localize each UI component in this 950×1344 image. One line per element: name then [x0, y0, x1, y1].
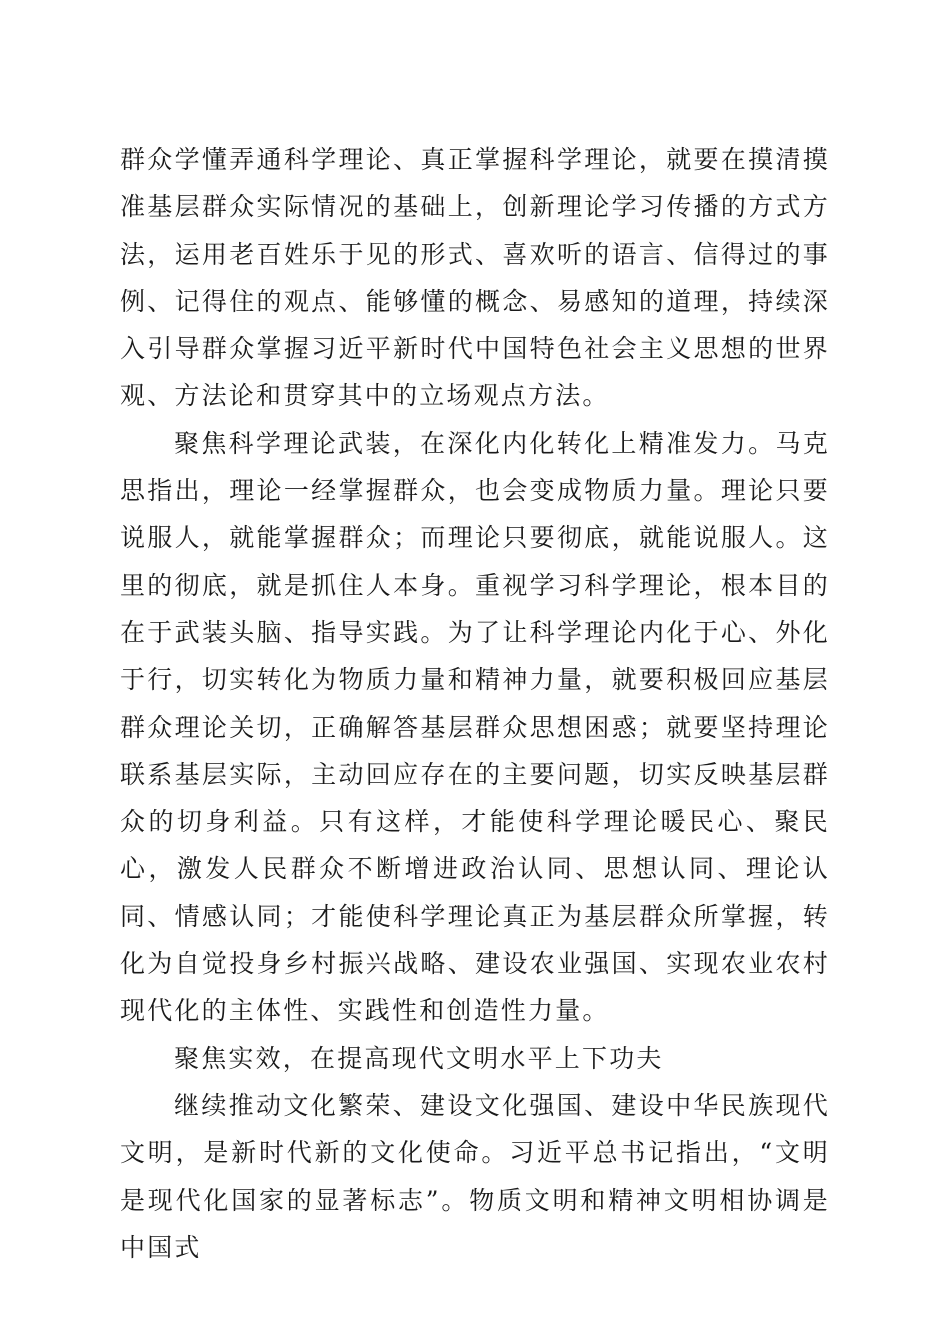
document-body	[120, 136, 830, 1271]
paragraph-modern-civilization: 继续推动文化繁荣、建设文化强国、建设中华民族现代文明，是新时代新的文化使命。习近平总书记指出，“文明是现代化国家的显著标志”。物质文明和精神文明相协调是中国式	[120, 1090, 830, 1262]
paragraph-continuation: 群众学懂弄通科学理论、真正掌握科学理论，就要在摸清摸准基层群众实际情况的基础上，创新理论学习传播的方式方法，运用老百姓乐于见的形式、喜欢听的语言、信得过的事例、记得住的观点、能够懂的概念、易感知的道理，持续深入引导群众掌握习近平新时代中国特色社会主义思想的世界观、方法论和贯穿其中的立场观点方法。	[120, 145, 830, 411]
section-heading: 聚焦实效，在提高现代文明水平上下功夫	[174, 1043, 664, 1073]
paragraph-theory-armament: 聚焦科学理论武装，在深化内化转化上精准发力。马克思指出，理论一经掌握群众，也会变成物质力量。理论只要说服人，就能掌握群众；而理论只要彻底，就能说服人。这里的彻底，就是抓住人本身。重视学习科学理论，根本目的在于武装头脑、指导实践。为了让科学理论内化于心、外化于行，切实转化为物质力量和精神力量，就要积极回应基层群众理论关切，正确解答基层群众思想困惑；就要坚持理论联系基层实际，主动回应存在的主要问题，切实反映基层群众的切身利益。只有这样，才能使科学理论暖民心、聚民心，激发人民群众不断增进政治认同、思想认同、理论认同、情感认同；才能使科学理论真正为基层群众所掌握，转化为自觉投身乡村振兴战略、建设农业强国、实现农业农村现代化的主体性、实践性和创造性力量。	[120, 428, 830, 1026]
